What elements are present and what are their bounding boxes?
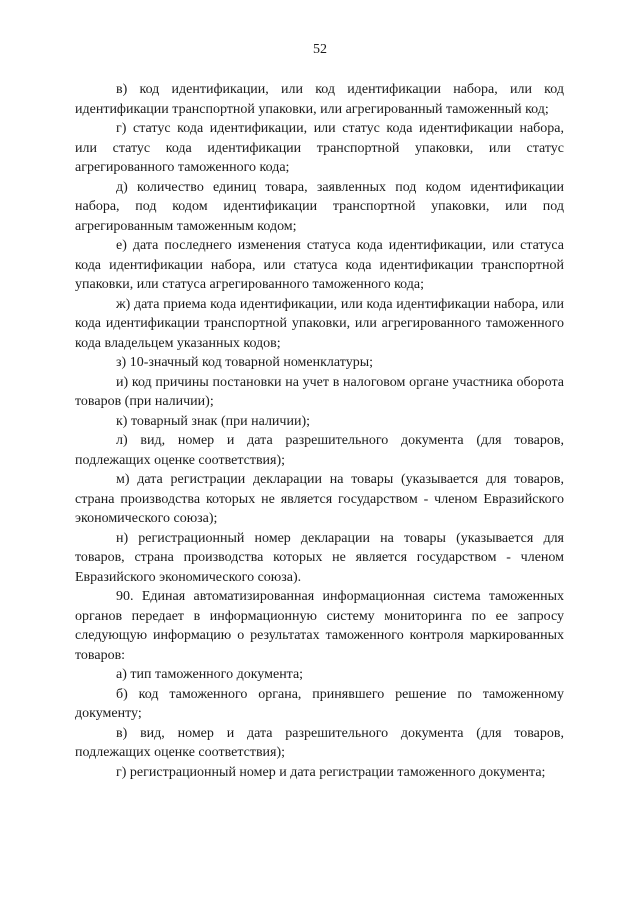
paragraph-b: б) код таможенного органа, принявшего решение по таможенному документу; [75, 686, 564, 721]
paragraph-l: л) вид, номер и дата разрешительного документа (для товаров, подлежащих оценке соответствия); [75, 433, 564, 468]
paragraph-v2: в) вид, номер и дата разрешительного документа (для товаров, подлежащих оценке соответствия); [75, 725, 564, 760]
paragraph-m: м) дата регистрации декларации на товары (указывается для товаров, страна производства которых не является государством - членом Евразийского экономического союза); [75, 472, 564, 526]
paragraph-g2: г) регистрационный номер и дата регистрации таможенного документа; [116, 764, 546, 780]
page-number: 52 [313, 42, 327, 57]
paragraph-n: н) регистрационный номер декларации на товары (указывается для товаров, страна производства которых не является государством - членом Евразийского экономического союза). [75, 530, 564, 585]
paragraph-i: и) код причины постановки на учет в налоговом органе участника оборота товаров (при наличии); [75, 374, 564, 409]
paragraph-d: д) количество единиц товара, заявленных под кодом идентификации набора, под кодом идентификации транспортной упаковки, или под агрегированным таможенным кодом; [75, 179, 564, 234]
paragraph-z: з) 10-значный код товарной номенклатуры; [116, 355, 373, 370]
paragraph-90: 90. Единая автоматизированная информационная система таможенных органов передает в информационную систему мониторинга по ее запросу следующую информацию о результатах таможенного контроля маркированных товаров: [75, 589, 564, 663]
paragraph-k: к) товарный знак (при наличии); [116, 413, 310, 429]
paragraph-g: г) статус кода идентификации, или статус кода идентификации набора, или статус кода идентификации транспортной упаковки, или статус агрегированного таможенного кода; [75, 121, 564, 175]
paragraph-zh: ж) дата приема кода идентификации, или кода идентификации набора, или кода идентификации транспортной упаковки, или агрегированного таможенного кода владельцем указанных кодов; [75, 296, 564, 351]
paragraph-v: в) код идентификации, или код идентификации набора, или код идентификации транспортной упаковки, или агрегированный таможенный код; [75, 82, 564, 117]
paragraph-a: а) тип таможенного документа; [116, 667, 304, 682]
paragraph-e: е) дата последнего изменения статуса кода идентификации, или статуса кода идентификации набора, или статуса кода идентификации транспортной упаковки, или статуса агрегированного таможенного кода; [75, 238, 564, 292]
document-body [75, 80, 564, 782]
